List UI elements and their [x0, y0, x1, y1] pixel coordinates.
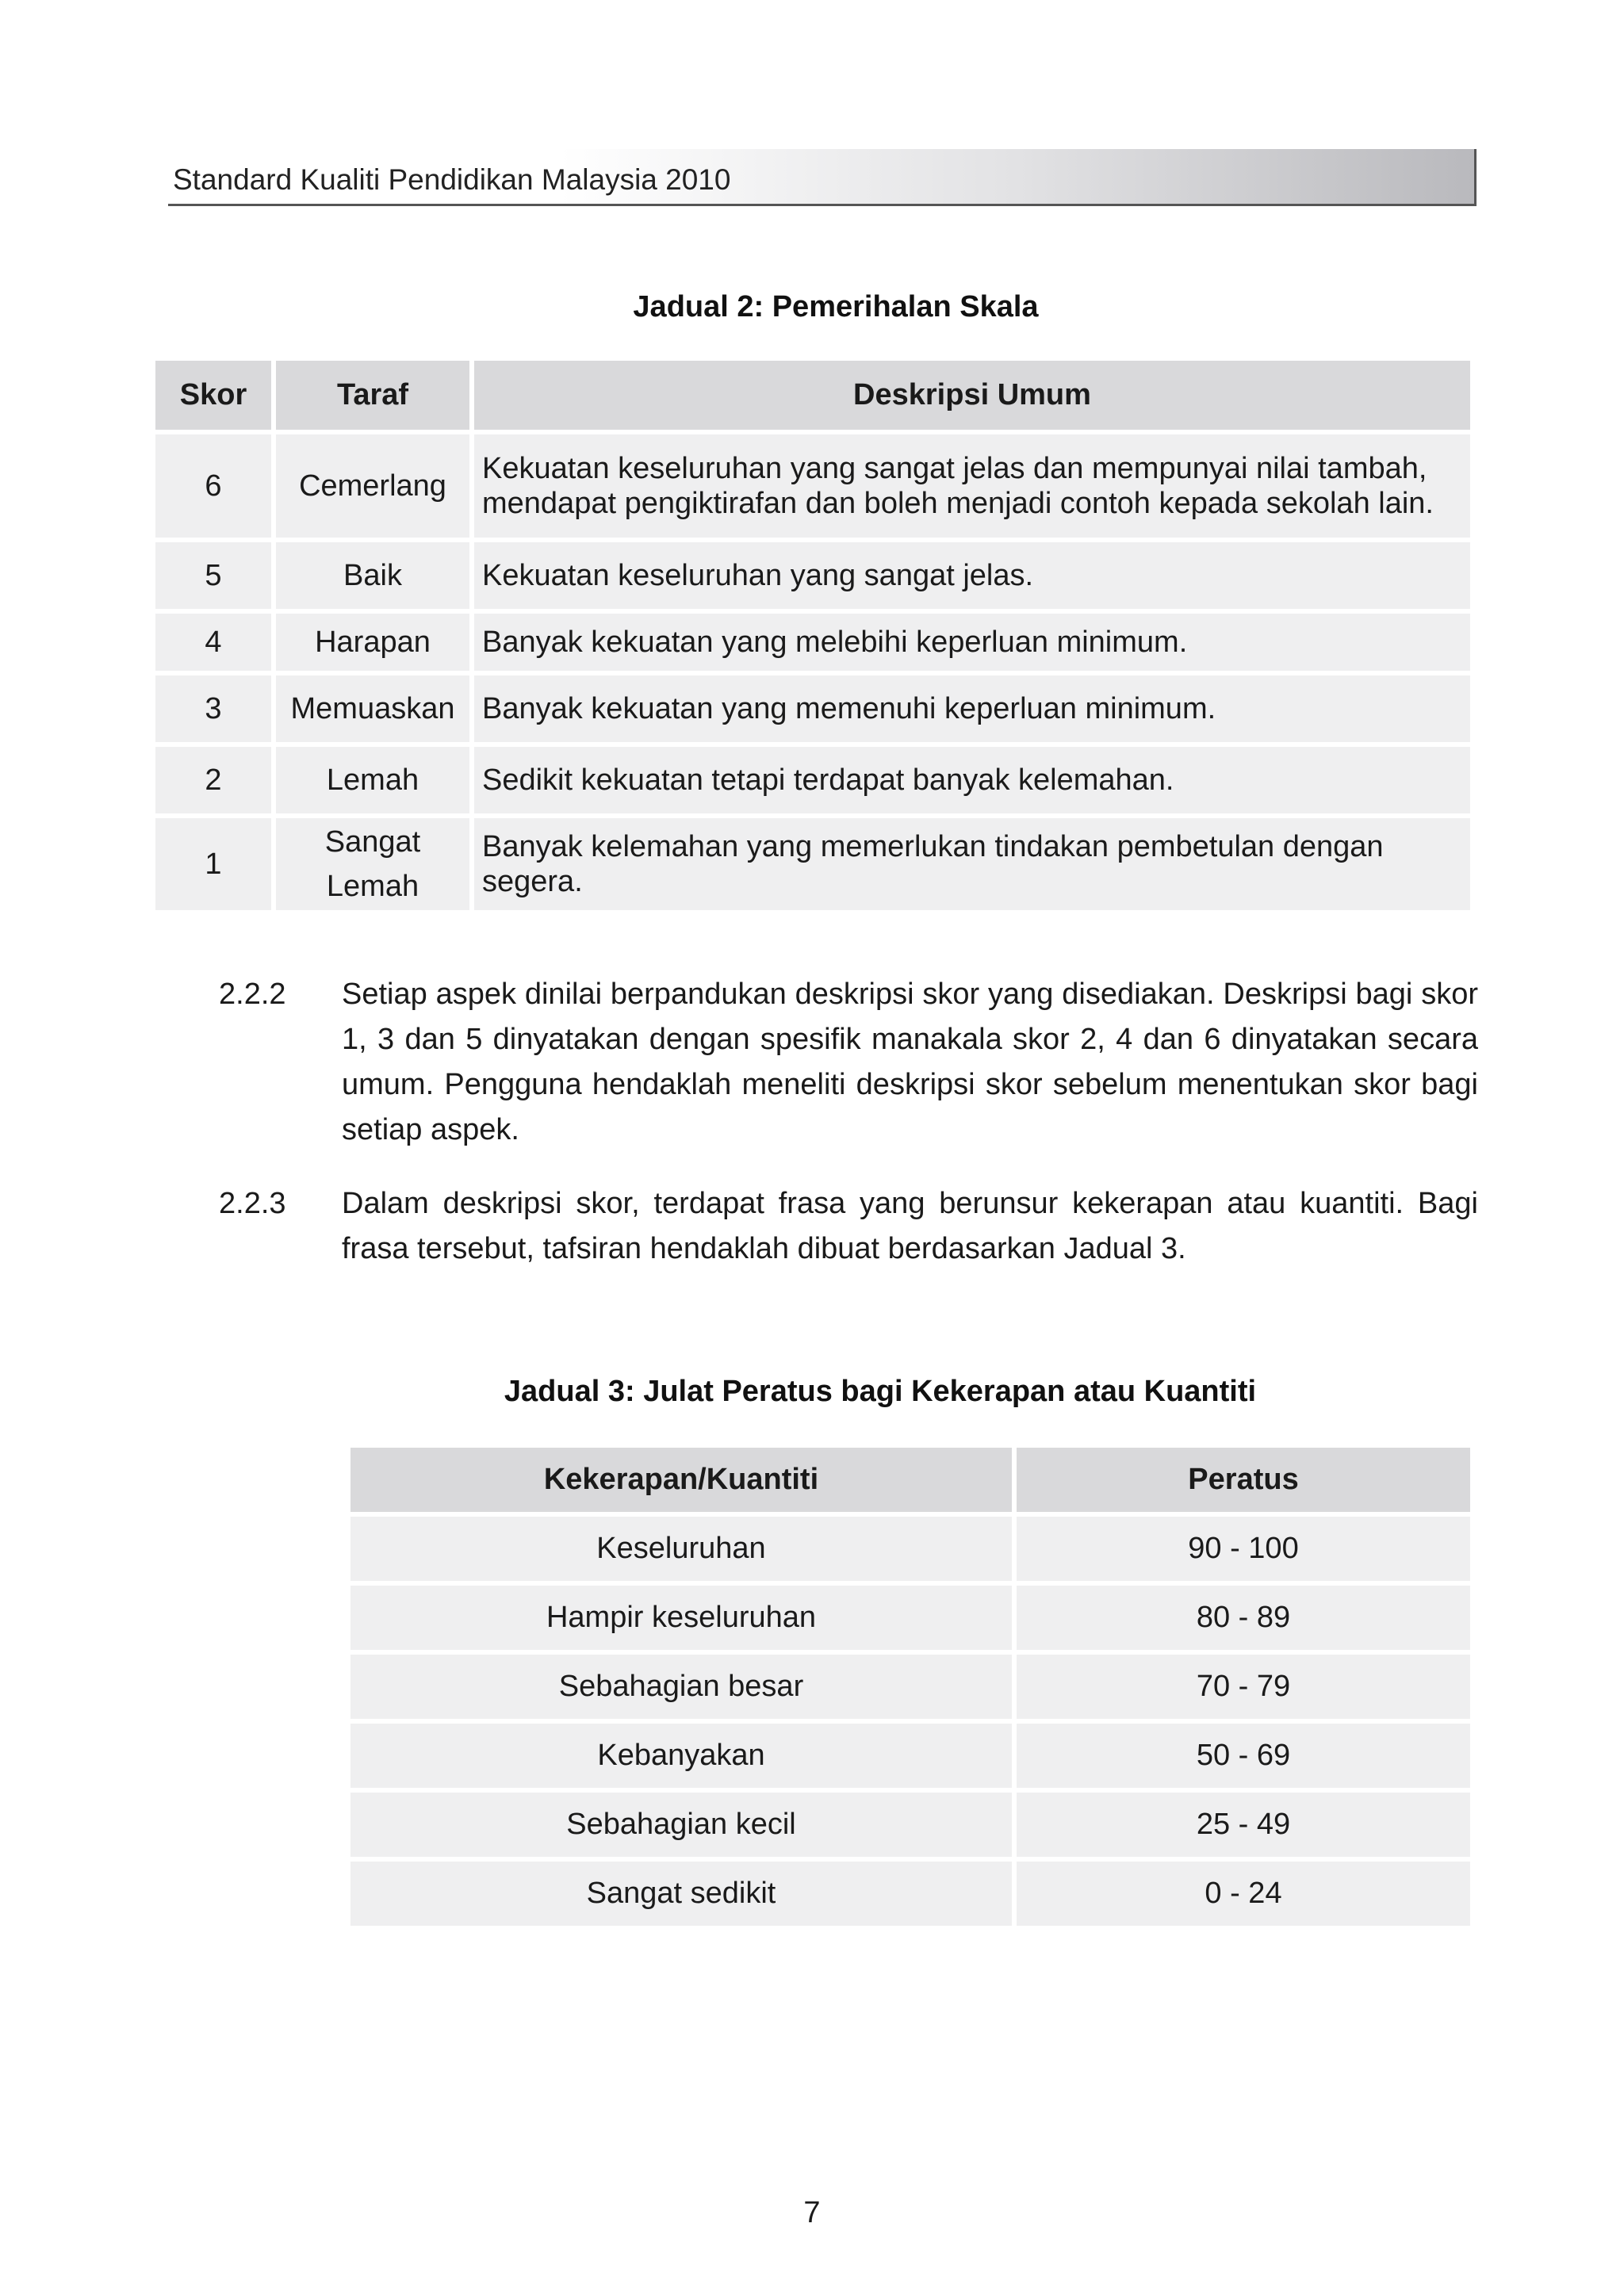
- frequency-cell: Keseluruhan: [350, 1517, 1012, 1581]
- table-row: [155, 747, 1470, 813]
- table-header-row: [350, 1448, 1470, 1512]
- description-cell: Banyak kekuatan yang memenuhi keperluan minimum.: [474, 675, 1470, 742]
- percentage-cell: 25 - 49: [1017, 1793, 1470, 1857]
- table2-caption: Jadual 2: Pemerihalan Skala: [633, 290, 1039, 323]
- paragraph-2-2-2: [219, 972, 1478, 1153]
- taraf-cell: Memuaskan: [276, 675, 469, 742]
- running-header: [168, 149, 1477, 206]
- taraf-cell: Harapan: [276, 614, 469, 671]
- paragraph-2-2-3: [219, 1181, 1478, 1272]
- description-cell: Kekuatan keseluruhan yang sangat jelas.: [474, 542, 1470, 609]
- table-row: [350, 1655, 1470, 1719]
- taraf-cell: Sangat Lemah: [276, 818, 469, 910]
- header-taraf: Taraf: [276, 361, 469, 430]
- table-row: [155, 614, 1470, 671]
- skor-cell: 1: [155, 818, 271, 910]
- paragraph-number: 2.2.2: [219, 978, 286, 1011]
- taraf-cell: Baik: [276, 542, 469, 609]
- skor-cell: 2: [155, 747, 271, 813]
- percentage-range-table: [346, 1443, 1475, 1931]
- skor-cell: 5: [155, 542, 271, 609]
- table3-caption: Jadual 3: Julat Peratus bagi Kekerapan atau Kuantiti: [504, 1375, 1257, 1408]
- skor-cell: 3: [155, 675, 271, 742]
- table-row: [350, 1724, 1470, 1788]
- percentage-cell: 0 - 24: [1017, 1862, 1470, 1926]
- percentage-cell: 50 - 69: [1017, 1724, 1470, 1788]
- percentage-cell: 90 - 100: [1017, 1517, 1470, 1581]
- header-peratus: Peratus: [1017, 1448, 1470, 1512]
- frequency-cell: Kebanyakan: [350, 1724, 1012, 1788]
- table-row: [155, 434, 1470, 538]
- header-kekerapan: Kekerapan/Kuantiti: [350, 1448, 1012, 1512]
- table-row: [155, 675, 1470, 742]
- table-row: [350, 1517, 1470, 1581]
- frequency-cell: Hampir keseluruhan: [350, 1586, 1012, 1650]
- table-row: [350, 1793, 1470, 1857]
- taraf-cell: Lemah: [276, 747, 469, 813]
- table-row: [350, 1862, 1470, 1926]
- taraf-cell: Cemerlang: [276, 434, 469, 538]
- header-skor: Skor: [155, 361, 271, 430]
- page-number: 7: [803, 2196, 821, 2229]
- paragraph-text: Dalam deskripsi skor, terdapat frasa yang berunsur kekerapan atau kuantiti. Bagi frasa tersebut, tafsiran hendaklah dibuat berdasarkan Jadual 3.: [342, 1187, 1478, 1265]
- description-cell: Kekuatan keseluruhan yang sangat jelas dan mempunyai nilai tambah, mendapat pengiktirafan dan boleh menjadi contoh kepada sekolah lain.: [474, 434, 1470, 538]
- percentage-cell: 80 - 89: [1017, 1586, 1470, 1650]
- table-row: [155, 542, 1470, 609]
- header-title: Standard Kualiti Pendidikan Malaysia 2010: [173, 163, 731, 196]
- description-cell: Banyak kelemahan yang memerlukan tindakan pembetulan dengan segera.: [474, 818, 1470, 910]
- table-header-row: [155, 361, 1470, 430]
- skor-cell: 4: [155, 614, 271, 671]
- table-row: [350, 1586, 1470, 1650]
- scale-description-table: [151, 356, 1475, 915]
- paragraph-text: Setiap aspek dinilai berpandukan deskripsi skor yang disediakan. Deskripsi bagi skor 1, 3 dan 5 dinyatakan dengan spesifik manakala skor 2, 4 dan 6 dinyatakan secara umum. Pengguna hendaklah meneliti deskripsi skor sebelum menentukan skor bagi setiap aspek.: [342, 978, 1478, 1146]
- percentage-cell: 70 - 79: [1017, 1655, 1470, 1719]
- table-row: [155, 818, 1470, 910]
- frequency-cell: Sangat sedikit: [350, 1862, 1012, 1926]
- frequency-cell: Sebahagian besar: [350, 1655, 1012, 1719]
- frequency-cell: Sebahagian kecil: [350, 1793, 1012, 1857]
- skor-cell: 6: [155, 434, 271, 538]
- description-cell: Banyak kekuatan yang melebihi keperluan minimum.: [474, 614, 1470, 671]
- paragraph-number: 2.2.3: [219, 1187, 286, 1220]
- header-deskripsi: Deskripsi Umum: [474, 361, 1470, 430]
- description-cell: Sedikit kekuatan tetapi terdapat banyak kelemahan.: [474, 747, 1470, 813]
